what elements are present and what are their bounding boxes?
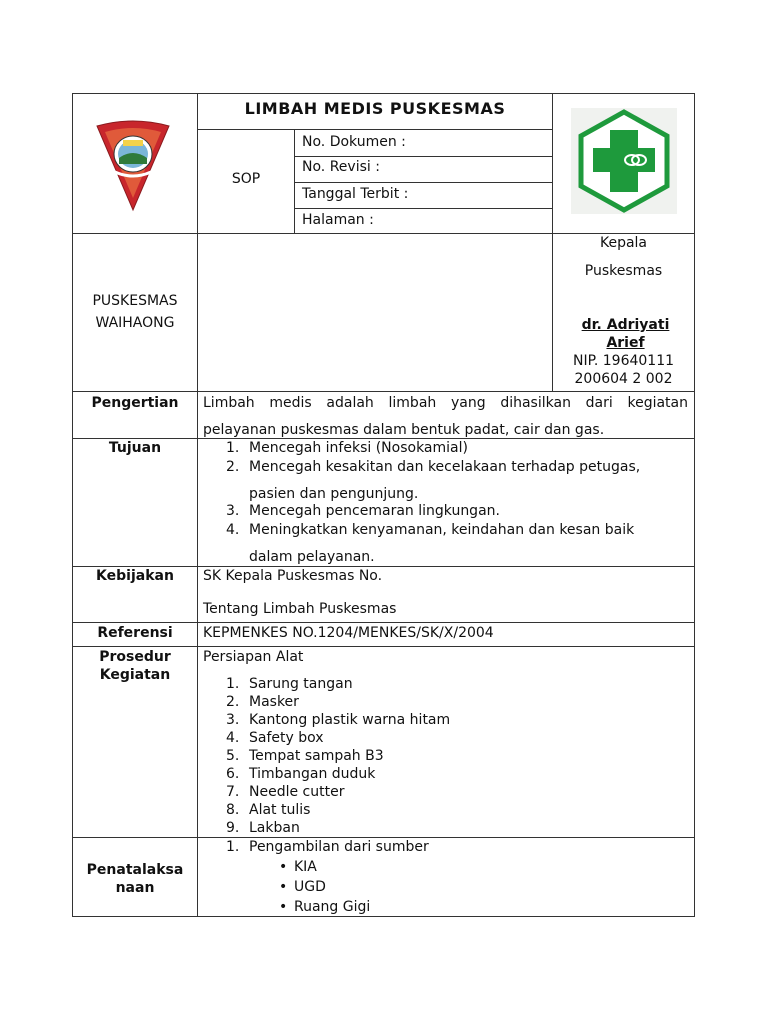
pengertian-line2: pelayanan puskesmas dalam bentuk padat, cair dan gas.: [203, 422, 605, 438]
list-item: Meningkatkan kenyamanan, keindahan dan kesan baik: [249, 522, 635, 538]
list-item: Needle cutter: [249, 784, 345, 800]
halaman-label: Halaman :: [302, 212, 374, 228]
bullet-icon: •: [279, 899, 288, 915]
list-item-number: 7.: [226, 784, 240, 800]
referensi-label: Referensi: [97, 625, 173, 641]
penatalaksanaan-label-line2: naan: [115, 880, 155, 896]
list-item-number: 9.: [226, 820, 240, 836]
bullet-item: Ruang Gigi: [294, 899, 371, 915]
no-revisi-label: No. Revisi :: [302, 159, 380, 175]
document-title: LIMBAH MEDIS PUSKESMAS: [244, 99, 506, 118]
bullet-icon: •: [279, 879, 288, 895]
regional-emblem-icon: [93, 120, 173, 212]
nip-line1: NIP. 19640111: [572, 353, 675, 369]
org-name-line2: WAIHAONG: [95, 315, 175, 331]
pengertian-label: Pengertian: [91, 395, 179, 411]
kebijakan-label: Kebijakan: [96, 568, 174, 584]
bullet-item: KIA: [294, 859, 317, 875]
list-item: Masker: [249, 694, 299, 710]
puskesmas-logo-icon: [571, 108, 677, 214]
list-item: pasien dan pengunjung.: [249, 486, 419, 502]
list-item-number: 1.: [226, 676, 240, 692]
prosedur-label-line2: Kegiatan: [99, 667, 171, 683]
doctor-name-line2: Arief: [606, 335, 645, 351]
list-item: Mencegah infeksi (Nosokamial): [249, 440, 468, 456]
org-name-line1: PUSKESMAS: [92, 293, 178, 309]
kebijakan-line1: SK Kepala Puskesmas No.: [203, 568, 383, 584]
tanggal-terbit-label: Tanggal Terbit :: [302, 186, 409, 202]
list-item-number: 3.: [226, 503, 240, 519]
prosedur-label-line1: Prosedur: [99, 649, 171, 665]
kebijakan-line2: Tentang Limbah Puskesmas: [203, 601, 397, 617]
bullet-icon: •: [279, 859, 288, 875]
doctor-name-line1: dr. Adriyati: [581, 317, 670, 333]
list-item: Lakban: [249, 820, 300, 836]
list-item-number: 8.: [226, 802, 240, 818]
bullet-item: UGD: [294, 879, 326, 895]
list-item: dalam pelayanan.: [249, 549, 375, 565]
list-item: Tempat sampah B3: [249, 748, 384, 764]
list-item: Mencegah kesakitan dan kecelakaan terhadap petugas,: [249, 459, 641, 475]
list-item: Safety box: [249, 730, 324, 746]
prosedur-intro: Persiapan Alat: [203, 649, 304, 665]
penatalaksanaan-label-line1: Penatalaksa: [86, 862, 184, 878]
list-item-number: 4.: [226, 522, 240, 538]
list-item-number: 2.: [226, 459, 240, 475]
list-item-number: 3.: [226, 712, 240, 728]
list-item: Kantong plastik warna hitam: [249, 712, 451, 728]
list-item-number: 4.: [226, 730, 240, 746]
list-item: Sarung tangan: [249, 676, 353, 692]
no-dokumen-label: No. Dokumen :: [302, 134, 406, 150]
org-name: [73, 290, 197, 334]
list-item: Pengambilan dari sumber: [249, 839, 429, 855]
list-item-number: 2.: [226, 694, 240, 710]
sop-label: SOP: [231, 171, 261, 187]
list-item: Alat tulis: [249, 802, 311, 818]
kepala-label-line2: Puskesmas: [584, 263, 663, 279]
referensi-text: KEPMENKES NO.1204/MENKES/SK/X/2004: [203, 625, 494, 641]
tujuan-label: Tujuan: [108, 440, 162, 456]
nip-line2: 200604 2 002: [574, 371, 673, 387]
list-item: Mencegah pencemaran lingkungan.: [249, 503, 500, 519]
list-item-number: 1.: [226, 839, 240, 855]
pengertian-line1: Limbah medis adalah limbah yang dihasilkan dari kegiatan: [203, 395, 688, 411]
list-item-number: 6.: [226, 766, 240, 782]
list-item: Timbangan duduk: [249, 766, 376, 782]
kepala-label-line1: Kepala: [599, 235, 648, 251]
list-item-number: 5.: [226, 748, 240, 764]
list-item-number: 1.: [226, 440, 240, 456]
